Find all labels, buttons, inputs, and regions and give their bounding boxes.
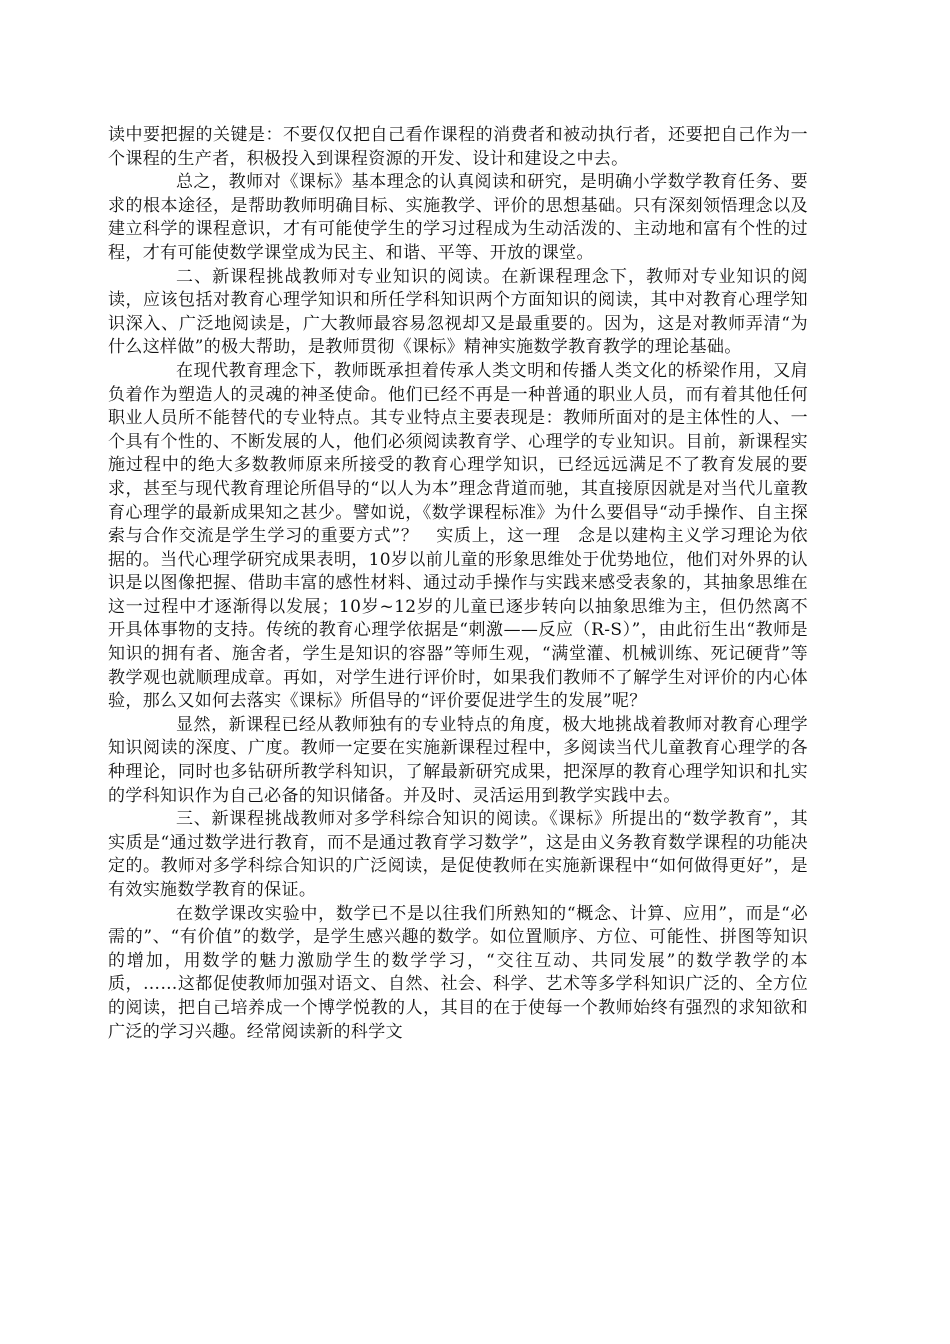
paragraph-5: 显然，新课程已经从教师独有的专业特点的角度，极大地挑战着教师对教育心理学知识阅读的深度、广度。教师一定要在实施新课程过程中，多阅读当代儿童教育心理学的各种理论，同时也多钻研所教学科知识，了解最新研究成果，把深厚的教育心理学知识和扎实的学科知识作为自己必备的知识储备。并及时、灵活运用到教学实践中去。 [108,714,808,806]
paragraph-3: 二、新课程挑战教师对专业知识的阅读。在新课程理念下，教师对专业知识的阅读，应该包括对教育心理学知识和所任学科知识两个方面知识的阅读，其中对教育心理学知识深入、广泛地阅读是，广大教师最容易忽视却又是最重要的。因为，这是对教师弄清“为什么这样做”的极大帮助，是教师贯彻《课标》精神实施数学教育教学的理论基础。 [108,266,808,358]
paragraph-4: 在现代教育理念下，教师既承担着传承人类文明和传播人类文化的桥梁作用，又肩负着作为塑造人的灵魂的神圣使命。他们已经不再是一种普通的职业人员，而有着其他任何职业人员所不能替代的专业特点。其专业特点主要表现是：教师所面对的是主体性的人、一个具有个性的、不断发展的人，他们必须阅读教育学、心理学的专业知识。目前，新课程实施过程中的绝大多数教师原来所接受的教育心理学知识，已经远远满足不了教育发展的要求，甚至与现代教育理论所倡导的“以人为本”理念背道而驰，其直接原因就是对当代儿童教育心理学的最新成果知之甚少。譬如说，《数学课程标准》为什么要倡导“动手操作、自主探索与合作交流是学生学习的重要方式”？ 实质上，这一理 念是以建构主义学习理论为依据的。当代心理学研究成果表明，10岁以前儿童的形象思维处于优势地位，他们对外界的认识是以图像把握、借助丰富的感性材料、通过动手操作与实践来感受表象的，其抽象思维在这一过程中才逐渐得以发展；10岁~12岁的儿童已逐步转向以抽象思维为主，但仍然离不开具体事物的支持。传统的教育心理学依据是“刺激——反应（R-S）”，由此衍生出“教师是知识的拥有者、施舍者，学生是知识的容器”等师生观，“满堂灌、机械训练、死记硬背”等教学观也就顺理成章。再如，对学生进行评价时，如果我们教师不了解学生对评价的内心体验，那么又如何去落实《课标》所倡导的“评价要促进学生的发展”呢？ [108,360,808,712]
paragraph-1: 读中要把握的关键是：不要仅仅把自己看作课程的消费者和被动执行者，还要把自己作为一个课程的生产者，积极投入到课程资源的开发、设计和建设之中去。 [108,125,808,169]
document-body [108,124,808,1044]
paragraph-6: 三、新课程挑战教师对多学科综合知识的阅读。《课标》所提出的“数学教育”，其实质是“通过数学进行教育，而不是通过教育学习数学”，这是由义务教育数学课程的功能决定的。教师对多学科综合知识的广泛阅读，是促使教师在实施新课程中“如何做得更好”，是有效实施数学教育的保证。 [108,809,808,900]
paragraph-7: 在数学课改实验中，数学已不是以往我们所熟知的“概念、计算、应用”，而是“必需的”、“有价值”的数学，是学生感兴趣的数学。如位置顺序、方位、可能性、拼图等知识的增加，用数学的魅力激励学生的数学学习，“交往互动、共同发展”的数学教学的本质，……这都促使教师加强对语文、自然、社会、科学、艺术等多学科知识广泛的、全方位的阅读，把自己培养成一个博学悦教的人，其目的在于使每一个教师始终有强烈的求知欲和广泛的学习兴趣。经常阅读新的科学文 [108,903,808,1042]
paragraph-2: 总之，教师对《课标》基本理念的认真阅读和研究，是明确小学数学教育任务、要求的根本途径，是帮助教师明确目标、实施教学、评价的思想基础。只有深刻领悟理念以及建立科学的课程意识，才有可能使学生的学习过程成为生动活泼的、主动地和富有个性的过程，才有可能使数学课堂成为民主、和谐、平等、开放的课堂。 [108,172,808,263]
